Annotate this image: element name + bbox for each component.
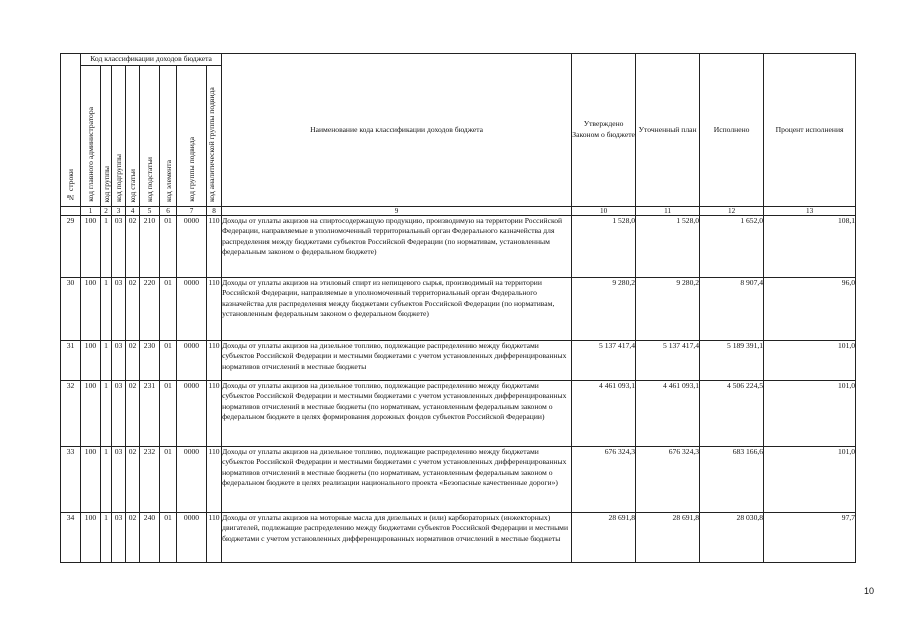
column-number: 5 <box>140 206 160 215</box>
header-subgroup-code: код подгруппы <box>112 65 126 206</box>
admin-code: 100 <box>81 340 101 380</box>
group-code: 1 <box>101 215 112 277</box>
header-row-number: № строки <box>61 54 81 207</box>
subgroup-code: 03 <box>112 380 126 446</box>
approved-value: 4 461 093,1 <box>572 380 636 446</box>
percent-value: 96,0 <box>764 277 856 340</box>
plan-value: 676 324,3 <box>636 446 700 512</box>
plan-value: 5 137 417,4 <box>636 340 700 380</box>
subarticle-code: 220 <box>140 277 160 340</box>
header-executed: Исполнено <box>700 54 764 207</box>
column-number: 3 <box>112 206 126 215</box>
column-number: 2 <box>101 206 112 215</box>
column-number: 9 <box>222 206 572 215</box>
approved-value: 28 691,8 <box>572 512 636 562</box>
plan-value: 9 280,2 <box>636 277 700 340</box>
header-subtype-group-code: код группы подвида <box>177 65 207 206</box>
column-number <box>61 206 81 215</box>
table-row <box>61 277 856 340</box>
approved-value: 676 324,3 <box>572 446 636 512</box>
header-element-code: код элемента <box>160 65 177 206</box>
row-number: 30 <box>61 277 81 340</box>
column-number: 6 <box>160 206 177 215</box>
row-number: 33 <box>61 446 81 512</box>
plan-value: 1 528,0 <box>636 215 700 277</box>
column-number: 12 <box>700 206 764 215</box>
subtype-group-code: 0000 <box>177 277 207 340</box>
approved-value: 1 528,0 <box>572 215 636 277</box>
header-plan: Уточненный план <box>636 54 700 207</box>
table-row <box>61 446 856 512</box>
table-row <box>61 380 856 446</box>
article-code: 02 <box>126 446 140 512</box>
subarticle-code: 230 <box>140 340 160 380</box>
plan-value: 4 461 093,1 <box>636 380 700 446</box>
income-name: Доходы от уплаты акцизов на моторные масла для дизельных и (или) карбюраторных (инжекторных) двигателей, подлежащие распределению между бюджетами субъектов Российской Федерации и местными бюджетами с учетом установленных дифференцированных нормативов отчислений в местные бюджеты <box>222 512 572 562</box>
table-row <box>61 215 856 277</box>
subarticle-code: 231 <box>140 380 160 446</box>
subgroup-code: 03 <box>112 277 126 340</box>
income-name: Доходы от уплаты акцизов на дизельное топливо, подлежащие распределению между бюджетами субъектов Российской Федерации и местными бюджетами с учетом установленных дифференцированных нормативов отчислений в местные бюджеты (по нормативам, установленным федеральным законом о федеральном бюджете в целях формирования дорожных фондов субъектов Российской Федерации) <box>222 380 572 446</box>
percent-value: 101,0 <box>764 446 856 512</box>
row-number: 34 <box>61 512 81 562</box>
column-number: 7 <box>177 206 207 215</box>
subarticle-code: 240 <box>140 512 160 562</box>
admin-code: 100 <box>81 215 101 277</box>
article-code: 02 <box>126 340 140 380</box>
element-code: 01 <box>160 380 177 446</box>
row-number: 29 <box>61 215 81 277</box>
group-code: 1 <box>101 380 112 446</box>
row-number: 31 <box>61 340 81 380</box>
header-analytic-group-code: код аналитической группы подвида <box>207 65 222 206</box>
group-code: 1 <box>101 340 112 380</box>
subgroup-code: 03 <box>112 446 126 512</box>
subtype-group-code: 0000 <box>177 340 207 380</box>
element-code: 01 <box>160 277 177 340</box>
column-number: 11 <box>636 206 700 215</box>
group-code: 1 <box>101 446 112 512</box>
subgroup-code: 03 <box>112 512 126 562</box>
budget-revenue-table <box>60 53 856 563</box>
group-code: 1 <box>101 512 112 562</box>
analytic-group-code: 110 <box>207 380 222 446</box>
article-code: 02 <box>126 277 140 340</box>
income-name: Доходы от уплаты акцизов на дизельное топливо, подлежащие распределению между бюджетами субъектов Российской Федерации и местными бюджетами с учетом установленных дифференцированных нормативов отчислений в местные бюджеты (по нормативам, установленным федеральным законом о федеральном бюджете в целях реализации национального проекта «Безопасные качественные дороги») <box>222 446 572 512</box>
subtype-group-code: 0000 <box>177 380 207 446</box>
approved-value: 9 280,2 <box>572 277 636 340</box>
subarticle-code: 232 <box>140 446 160 512</box>
percent-value: 101,0 <box>764 380 856 446</box>
element-code: 01 <box>160 340 177 380</box>
page-number: 10 <box>864 586 875 596</box>
header-admin-code: код главного администратора <box>81 65 101 206</box>
table-row <box>61 512 856 562</box>
analytic-group-code: 110 <box>207 340 222 380</box>
column-number: 13 <box>764 206 856 215</box>
approved-value: 5 137 417,4 <box>572 340 636 380</box>
header-subarticle-code: код подстатьи <box>140 65 160 206</box>
executed-value: 5 189 391,1 <box>700 340 764 380</box>
group-code: 1 <box>101 277 112 340</box>
executed-value: 4 506 224,5 <box>700 380 764 446</box>
admin-code: 100 <box>81 446 101 512</box>
header-name: Наименование кода классификации доходов бюджета <box>222 54 572 207</box>
subarticle-code: 210 <box>140 215 160 277</box>
subtype-group-code: 0000 <box>177 446 207 512</box>
table-body <box>61 215 856 562</box>
admin-code: 100 <box>81 380 101 446</box>
analytic-group-code: 110 <box>207 512 222 562</box>
percent-value: 108,1 <box>764 215 856 277</box>
admin-code: 100 <box>81 512 101 562</box>
executed-value: 683 166,6 <box>700 446 764 512</box>
column-number: 4 <box>126 206 140 215</box>
header-percent: Процент исполнения <box>764 54 856 207</box>
executed-value: 8 907,4 <box>700 277 764 340</box>
executed-value: 1 652,0 <box>700 215 764 277</box>
header-article-code: код статьи <box>126 65 140 206</box>
column-number: 1 <box>81 206 101 215</box>
admin-code: 100 <box>81 277 101 340</box>
income-name: Доходы от уплаты акцизов на этиловый спирт из непищевого сырья, производимый на территории Российской Федерации, направляемые в уполномоченный территориальный орган Федерального казначейства для распределения между бюджетами субъектов Российской Федерации (по нормативам, установленным федеральным законом о федеральном бюджете) <box>222 277 572 340</box>
column-number: 8 <box>207 206 222 215</box>
header-classification-group: Код классификации доходов бюджета <box>81 54 222 66</box>
income-name: Доходы от уплаты акцизов на дизельное топливо, подлежащие распределению между бюджетами субъектов Российской Федерации и местными бюджетами с учетом установленных дифференцированных нормативов отчислений в местные бюджеты <box>222 340 572 380</box>
table-row <box>61 340 856 380</box>
analytic-group-code: 110 <box>207 446 222 512</box>
column-number: 10 <box>572 206 636 215</box>
executed-value: 28 030,8 <box>700 512 764 562</box>
row-number: 32 <box>61 380 81 446</box>
percent-value: 101,0 <box>764 340 856 380</box>
element-code: 01 <box>160 512 177 562</box>
percent-value: 97,7 <box>764 512 856 562</box>
element-code: 01 <box>160 446 177 512</box>
income-name: Доходы от уплаты акцизов на спиртосодержащую продукцию, производимую на территории Российской Федерации, направляемые в уполномоченный территориальный орган Федерального казначейства для распределения между бюджетами субъектов Российской Федерации (по нормативам, установленным федеральным законом о федеральном бюджете) <box>222 215 572 277</box>
subtype-group-code: 0000 <box>177 215 207 277</box>
article-code: 02 <box>126 512 140 562</box>
article-code: 02 <box>126 215 140 277</box>
header-approved: Утверждено Законом о бюджете <box>572 54 636 207</box>
table-header <box>61 54 856 216</box>
column-number-row <box>61 206 856 215</box>
plan-value: 28 691,8 <box>636 512 700 562</box>
analytic-group-code: 110 <box>207 215 222 277</box>
element-code: 01 <box>160 215 177 277</box>
article-code: 02 <box>126 380 140 446</box>
analytic-group-code: 110 <box>207 277 222 340</box>
subtype-group-code: 0000 <box>177 512 207 562</box>
header-group-code: код группы <box>101 65 112 206</box>
subgroup-code: 03 <box>112 215 126 277</box>
subgroup-code: 03 <box>112 340 126 380</box>
